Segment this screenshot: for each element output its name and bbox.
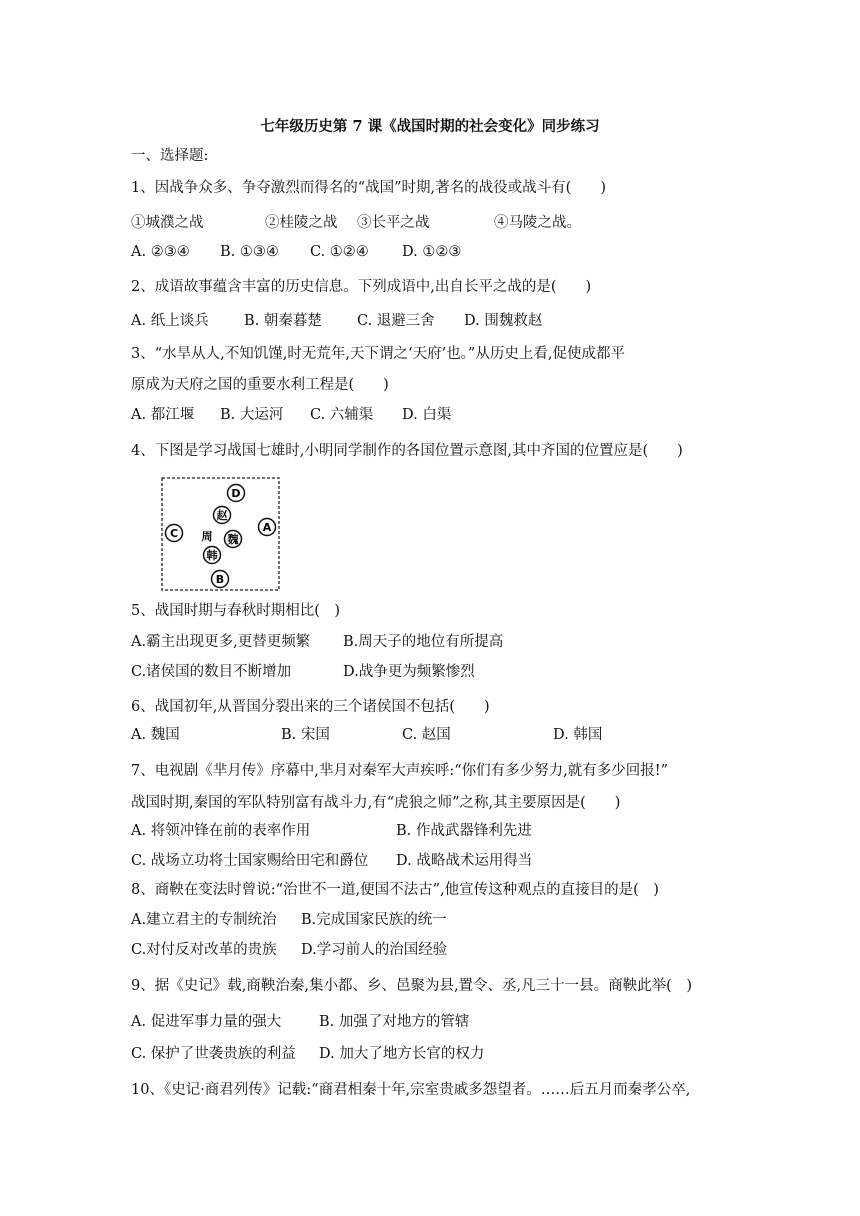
question-10-stem: 10、《史记·商君列传》记载:“商君相秦十年,宗室贵戚多怨望者。……后五月而秦孝公卒, (131, 1082, 691, 1098)
document-title: 七年级历史第 7 课《战国时期的社会变化》同步练习 (260, 118, 600, 135)
question-3-stem-line-1: 3、“水旱从人,不知饥馑,时无荒年,天下谓之‘天府’也。”从历史上看,促使成都平 (131, 346, 625, 362)
question-2-option-b: B. 朝秦暮楚 (244, 313, 322, 329)
question-8-option-c: C.对付反对改革的贵族 (131, 942, 277, 958)
diagram-circle-d (228, 485, 245, 502)
question-2-option-d: D. 围魏救赵 (464, 313, 543, 329)
question-4-stem: 4、下图是学习战国七雄时,小明同学制作的各国位置示意图,其中齐国的位置应是( ) (131, 443, 683, 459)
question-5-option-b: B.周天子的地位有所提高 (343, 634, 504, 650)
question-1-item: ①城濮之战 (131, 215, 204, 231)
section-heading: 一、选择题: (131, 148, 209, 164)
question-7-stem-line-1: 7、电视剧《芈月传》序幕中,芈月对秦军大声疾呼:“你们有多少努力,就有多少回报!” (131, 763, 668, 779)
diagram-label-c: C (169, 527, 179, 540)
question-1-stem: 1、因战争众多、争夺激烈而得名的“战国”时期,著名的战役或战斗有( ) (131, 180, 606, 196)
question-6-stem: 6、战国初年,从晋国分裂出来的三个诸侯国不包括( ) (131, 699, 490, 715)
question-6-option-d: D. 韩国 (553, 727, 603, 743)
question-5-option-a: A.霸主出现更多,更替更频繁 (131, 634, 311, 650)
diagram-circle-a (259, 519, 276, 536)
diagram-circle-zhao (214, 507, 231, 524)
question-1-option-d: D. ①②③ (402, 244, 462, 260)
diagram-label-wei: 魏 (227, 533, 239, 546)
question-7-stem-line-2: 战国时期,秦国的军队特别富有战斗力,有“虎狼之师”之称,其主要原因是( ) (131, 795, 621, 811)
question-9-option-a: A. 促进军事力量的强大 (131, 1014, 282, 1030)
question-5-option-d: D.战争更为频繁惨烈 (343, 664, 475, 680)
question-9-stem: 9、据《史记》载,商鞅治秦,集小都、乡、邑聚为县,置令、丞,凡三十一县。商鞅此举( ) (131, 978, 692, 994)
question-1-item: ③长平之战 (357, 215, 430, 231)
question-1-item: ②桂陵之战 (265, 215, 338, 231)
question-8-option-a: A.建立君主的专制统治 (131, 912, 277, 928)
question-2-option-c: C. 退避三舍 (357, 313, 435, 329)
question-9-option-d: D. 加大了地方长官的权力 (319, 1046, 485, 1062)
question-7-option-c: C. 战场立功将士国家赐给田宅和爵位 (131, 853, 369, 869)
diagram-circle-c (166, 525, 183, 542)
question-3-option-d: D. 白渠 (402, 407, 452, 423)
diagram-label-d: D (231, 487, 241, 500)
diagram-label-zhao: 赵 (216, 509, 228, 522)
diagram-circle-b (212, 571, 229, 588)
question-7-option-d: D. 战略战术运用得当 (396, 853, 533, 869)
diagram-circle-han (204, 547, 221, 564)
question-1-option-b: B. ①③④ (220, 244, 279, 260)
diagram-circle-wei (225, 531, 242, 548)
question-6-option-b: B. 宋国 (281, 727, 330, 743)
question-1-option-c: C. ①②④ (310, 244, 369, 260)
question-3-option-a: A. 都江堰 (131, 407, 195, 423)
question-6-option-c: C. 赵国 (402, 727, 451, 743)
question-3-stem-line-2: 原成为天府之国的重要水利工程是( ) (131, 377, 389, 393)
diagram-label-zhou: 周 (201, 530, 213, 543)
question-8-option-b: B.完成国家民族的统一 (301, 912, 447, 928)
diagram-label-a: A (262, 521, 272, 534)
question-9-option-c: C. 保护了世袭贵族的利益 (131, 1046, 296, 1062)
question-5-stem: 5、战国时期与春秋时期相比( ) (131, 603, 341, 619)
question-8-option-d: D.学习前人的治国经验 (301, 942, 448, 958)
question-2-option-a: A. 纸上谈兵 (131, 313, 209, 329)
question-7-option-b: B. 作战武器锋利先进 (396, 823, 532, 839)
question-9-option-b: B. 加强了对地方的管辖 (319, 1014, 470, 1030)
question-2-stem: 2、成语故事蕴含丰富的历史信息。下列成语中,出自长平之战的是( ) (131, 279, 592, 295)
question-6-option-a: A. 魏国 (131, 727, 180, 743)
question-1-option-a: A. ②③④ (131, 244, 190, 260)
diagram-label-b: B (215, 573, 225, 586)
question-1-item: ④马陵之战。 (494, 215, 581, 231)
diagram-label-han: 韩 (206, 549, 218, 562)
question-3-option-b: B. 大运河 (220, 407, 284, 423)
question-5-option-c: C.诸侯国的数目不断增加 (131, 664, 292, 680)
question-3-option-c: C. 六辅渠 (310, 407, 374, 423)
states-position-diagram (161, 477, 280, 591)
question-7-option-a: A. 将领冲锋在前的表率作用 (131, 823, 311, 839)
question-8-stem: 8、商鞅在变法时曾说:“治世不一道,便国不法古”,他宣传这种观点的直接目的是( ) (131, 882, 659, 898)
